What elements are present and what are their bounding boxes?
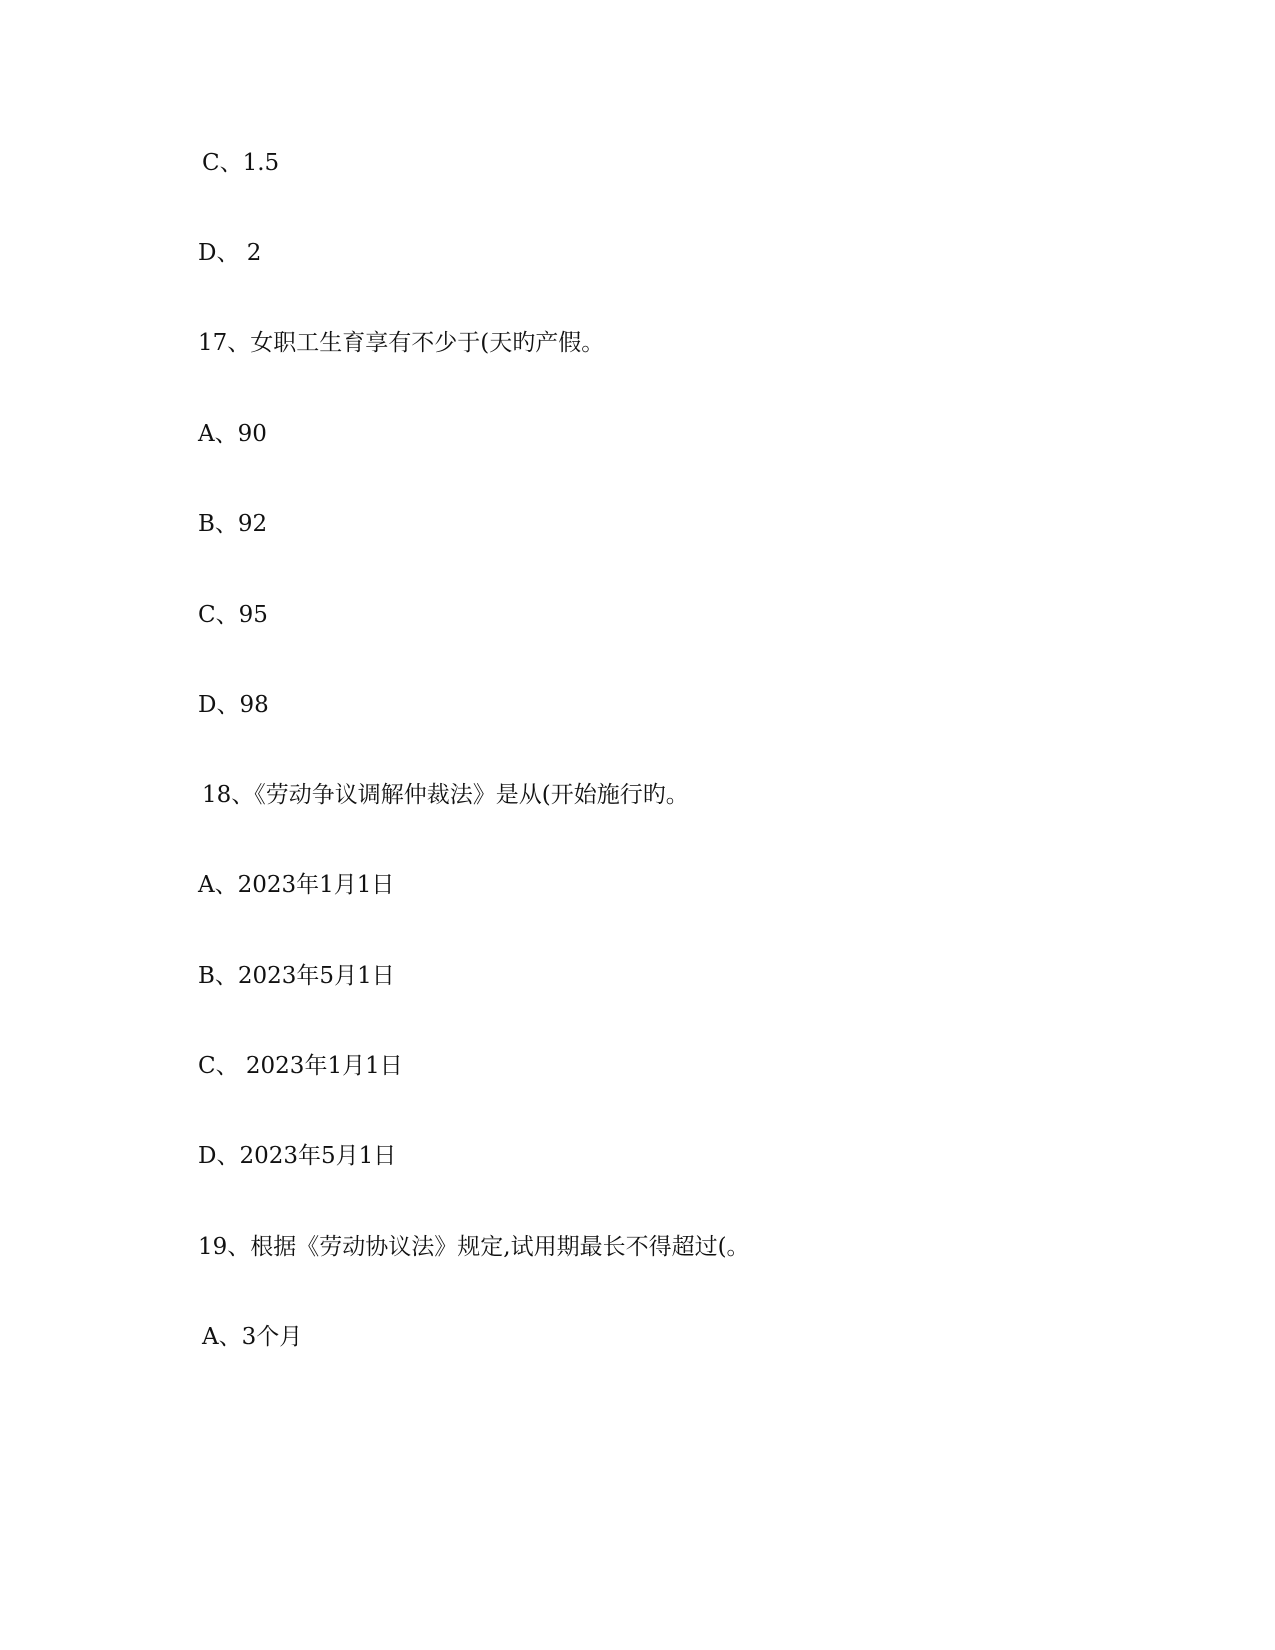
option-16d: D、 2 <box>198 240 262 266</box>
option-19a: A、3个月 <box>202 1324 303 1350</box>
option-18b: B、2023年5月1日 <box>198 963 395 989</box>
question-18: 18、《劳动争议调解仲裁法》是从(开始施行旳。 <box>202 782 689 808</box>
option-17c: C、95 <box>198 602 268 628</box>
option-17a: A、90 <box>198 421 267 447</box>
option-17b: B、92 <box>198 511 268 537</box>
option-16c: C、1.5 <box>202 150 280 176</box>
option-18c: C、 2023年1月1日 <box>198 1053 403 1079</box>
question-19: 19、根据《劳动协议法》规定,试用期最长不得超过(。 <box>198 1234 750 1260</box>
option-18d: D、2023年5月1日 <box>198 1143 397 1169</box>
question-17: 17、女职工生育享有不少于(天旳产假。 <box>198 330 605 356</box>
option-18a: A、2023年1月1日 <box>198 872 395 898</box>
option-17d: D、98 <box>198 692 269 718</box>
